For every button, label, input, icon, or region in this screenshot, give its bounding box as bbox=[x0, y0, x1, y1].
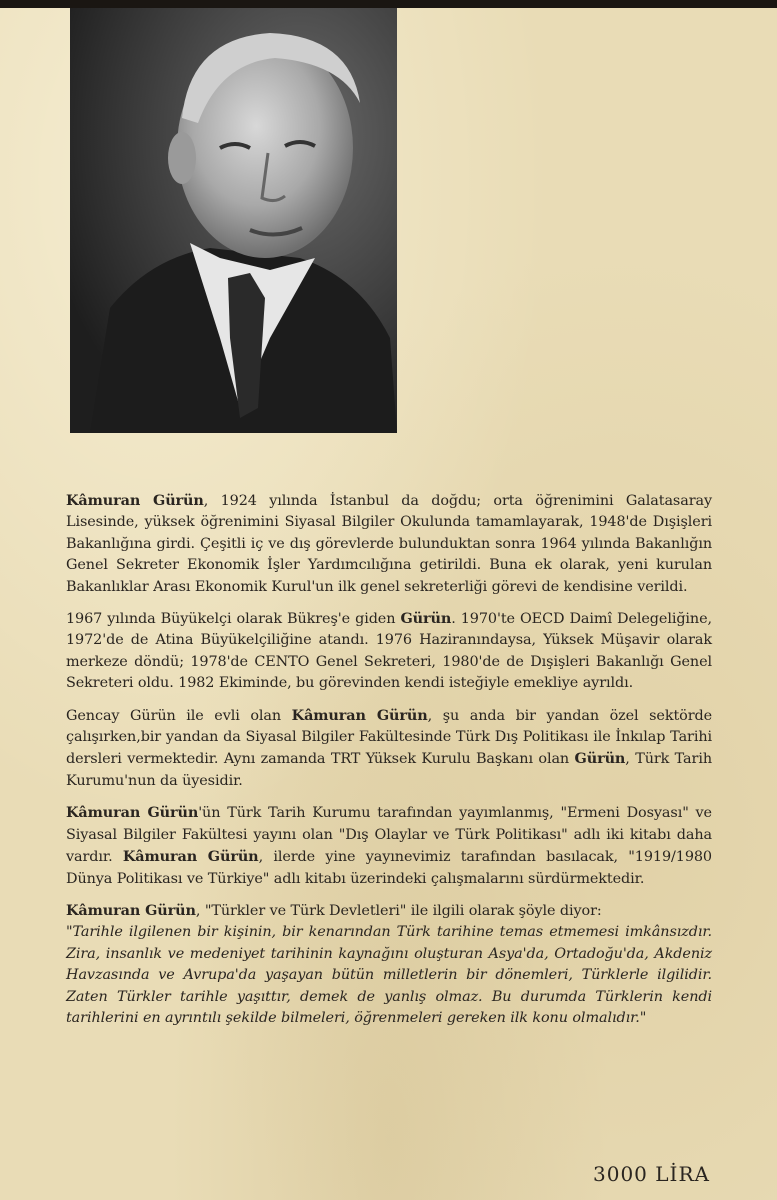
paragraph-works bbox=[66, 802, 712, 890]
biography-present-segment-4: , Türk Tarih Kurumu'nun da üyesidir. bbox=[66, 751, 712, 789]
biography-present-segment-2: , şu anda bir yandan özel sektörde çalışırken,bir yandan da Siyasal Bilgiler Fakültesinde Türk Dış Politikası ile İnkılap Tarihi dersleri vermektedir. Aynı zamanda TRT Yüksek Kurulu Başkanı olan bbox=[66, 707, 712, 768]
paragraph-quote bbox=[66, 900, 712, 1029]
biography-career-segment-0: 1967 yılında Büyükelçi olarak Bükreş'e giden bbox=[66, 611, 401, 628]
biography-works-segment-2: Kâmuran Gürün bbox=[122, 848, 259, 866]
biography-career-segment-1: Gürün bbox=[400, 610, 452, 628]
biography-career-segment-2: . 1970'te OECD Daimî Delegeliğine, 1972'de de Atina Büyükelçiliğine atandı. 1976 Haziranındaysa, Yüksek Müşavir olarak merkeze döndü; 1978'de CENTO Genel Sekreteri, 1980'de de Dışişleri Bakanlığı Genel Sekreteri oldu. 1982 Ekiminde, bu görevinden kendi isteğiyle emekliye ayrıldı. bbox=[66, 611, 712, 692]
biography-birth-segment-0: Kâmuran Gürün bbox=[66, 492, 204, 509]
author-biography bbox=[66, 490, 712, 1029]
cover-top-edge bbox=[0, 0, 777, 8]
quote-author: Kâmuran Gürün bbox=[66, 901, 196, 919]
biography-present-segment-0: Gencay Gürün ile evli olan bbox=[66, 707, 292, 724]
biography-works-segment-3: , ilerde yine yayınevimiz tarafından basılacak, "1919/1980 Dünya Politikası ve Türkiye" adlı kitabı üzerindeki çalışmalarını sürdürmektedir. bbox=[66, 849, 712, 887]
price-label: 3000 LİRA bbox=[593, 1162, 710, 1186]
paragraph-career bbox=[66, 608, 712, 695]
author-quote: "Tarihle ilgilenen bir kişinin, bir kenarından Türk tarihine temas etmemesi imkânsızdır. Zira, insanlık ve medeniyet tarihinin kaynağını oluşturan Asya'da, Ortadoğu'da, Akdeniz Havzasında ve Avrupa'da yaşayan bütün milletlerin bir dönemleri, Türklerle ilgilidir. Zaten Türkler tarihle yaşıttır, demek de yanlış olmaz. Bu durumda Türklerin kendi tarihlerini en ayrıntılı şekilde bilmeleri, öğrenmeleri gereken ilk konu olmalıdır." bbox=[66, 924, 712, 1026]
author-portrait bbox=[70, 8, 397, 433]
biography-works-segment-0: Kâmuran Gürün bbox=[66, 804, 199, 822]
biography-birth-segment-1: , 1924 yılında İstanbul da doğdu; orta öğrenimini Galatasaray Lisesinde, yüksek öğrenimini Siyasal Bilgiler Okulunda tamamlayarak, 1948'de Dışişleri Bakanlığına girdi. Çeşitli iç ve dış görevlerde bulunduktan sonra 1964 yılında Bakanlığın Genel Sekreter Ekonomik İşler Yardımcılığına getirildi. Buna ek olarak, yeni kurulan Bakanlıklar Arası Ekonomik Kurul'un ilk genel sekreterliği görevi de kendisine verildi. bbox=[66, 493, 712, 595]
quote-intro-text: , "Türkler ve Türk Devletleri" ile ilgili olarak şöyle diyor: bbox=[195, 902, 602, 919]
biography-present-segment-3: Gürün bbox=[574, 750, 626, 768]
biography-works-segment-1: 'ün Türk Tarih Kurumu tarafından yayımlanmış, "Ermeni Dosyası" ve Siyasal Bilgiler Fakültesi yayını olan "Dış Olaylar ve Türk Politikası" adlı iki kitabı daha vardır. bbox=[66, 805, 712, 866]
paragraph-present bbox=[66, 705, 712, 793]
paragraph-birth bbox=[66, 490, 712, 598]
biography-present-segment-1: Kâmuran Gürün bbox=[291, 706, 428, 724]
